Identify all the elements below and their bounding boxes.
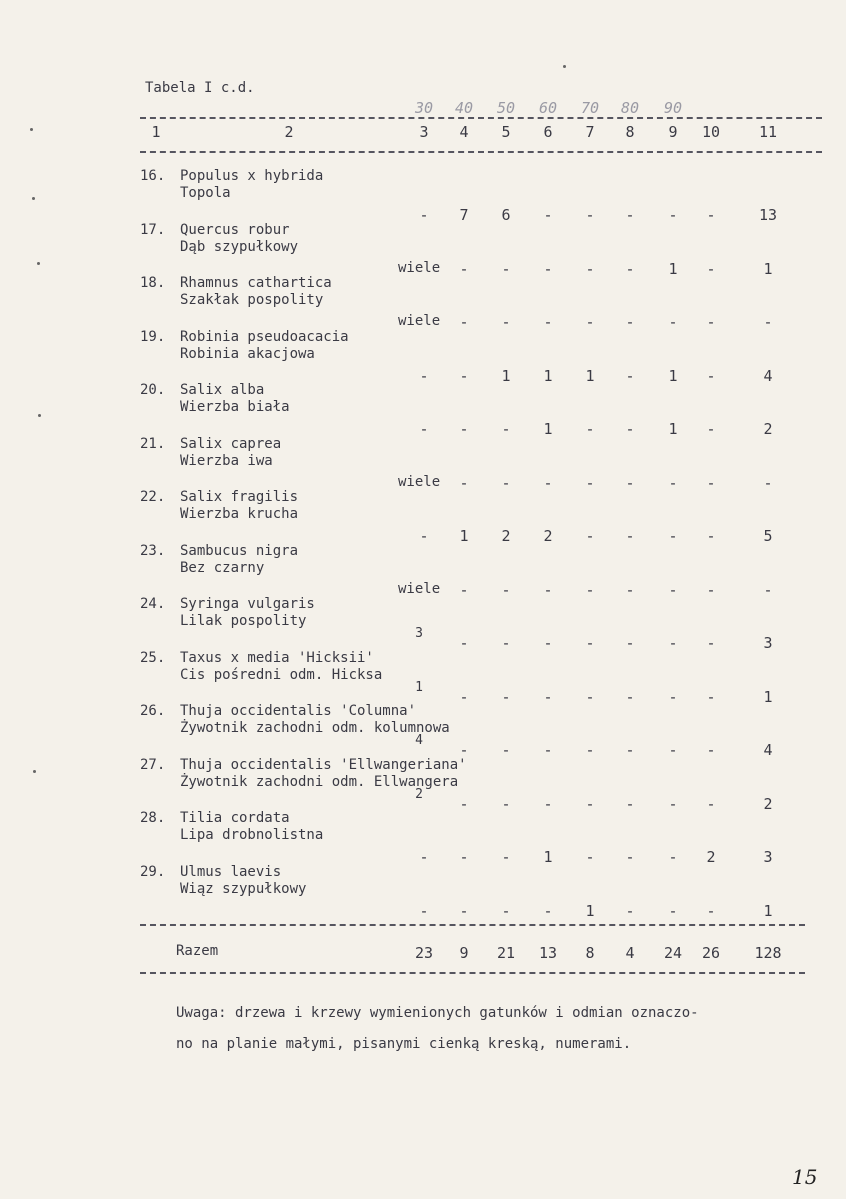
count-leading: 4 [415, 733, 423, 748]
header-cell: 3 [419, 123, 429, 141]
totals-cell: 21 [496, 944, 516, 962]
count-cell: - [585, 473, 595, 492]
count-cell: - [543, 741, 553, 759]
count-cell: - [706, 259, 716, 278]
count-cell: - [706, 473, 716, 492]
count-cell: - [459, 794, 469, 813]
count-cell: - [625, 527, 635, 545]
count-cell: 1 [543, 420, 553, 438]
count-cell: - [625, 259, 635, 278]
pencil-mark: 90 [663, 99, 683, 117]
row-total: - [763, 473, 773, 492]
count-cell: 1 [501, 366, 511, 385]
count-cell: - [625, 206, 635, 224]
count-cell: 1 [543, 848, 553, 866]
count-cell: - [706, 794, 716, 813]
header-cell: 4 [459, 123, 469, 141]
count-cell: - [706, 527, 716, 545]
count-cell: - [668, 527, 678, 545]
count-cell: - [585, 259, 595, 278]
totals-cell: 4 [625, 944, 635, 962]
count-cell: - [419, 848, 429, 866]
species-latin-name: Taxus x media 'Hicksii' [180, 649, 374, 666]
row-total: 1 [763, 901, 773, 920]
count-cell: - [501, 794, 511, 813]
count-cell: - [543, 473, 553, 492]
count-cell: - [459, 580, 469, 599]
count-cell: - [543, 794, 553, 813]
species-polish-name: Wierzba iwa [180, 452, 273, 469]
row-number: 18. [140, 275, 166, 291]
count-cell: - [585, 741, 595, 759]
totals-cell: 26 [701, 944, 721, 962]
count-cell: 1 [668, 259, 678, 278]
totals-cell: 128 [754, 944, 782, 962]
count-cell: - [585, 794, 595, 813]
count-cell: - [459, 741, 469, 759]
count-cell: 1 [585, 901, 595, 920]
pencil-mark: 70 [580, 99, 600, 117]
count-cell: - [501, 313, 511, 331]
row-total: 2 [763, 794, 773, 813]
species-latin-name: Thuja occidentalis 'Columna' [180, 703, 417, 719]
count-cell: - [543, 901, 553, 920]
species-polish-name: Wierzba krucha [180, 506, 299, 522]
row-number: 27. [140, 756, 166, 773]
count-many: wiele [398, 313, 441, 329]
row-number: 25. [140, 649, 166, 666]
row-total: 2 [763, 420, 773, 438]
row-total: 4 [763, 366, 773, 385]
count-cell: 1 [668, 420, 678, 438]
row-total: 3 [763, 634, 773, 652]
count-many: wiele [398, 580, 441, 597]
margin-speck [30, 128, 33, 131]
count-cell: 2 [543, 527, 553, 545]
count-cell: 7 [459, 206, 469, 224]
species-polish-name: Dąb szypułkowy [180, 238, 299, 255]
count-cell: - [459, 420, 469, 438]
count-cell: - [706, 580, 716, 599]
count-cell: - [585, 580, 595, 599]
count-cell: - [585, 848, 595, 866]
count-cell: - [625, 420, 635, 438]
table-top-rule [140, 117, 822, 119]
count-cell: - [585, 313, 595, 331]
count-cell: - [668, 473, 678, 492]
species-latin-name: Salix alba [180, 382, 265, 398]
note-line: Uwaga: drzewa i krzewy wymienionych gatunków i odmian oznaczo- [176, 1005, 699, 1021]
count-cell: - [706, 206, 716, 224]
pencil-mark: 60 [538, 99, 558, 117]
count-cell: - [459, 687, 469, 706]
count-many: wiele [398, 473, 441, 490]
count-cell: - [668, 794, 678, 813]
count-cell: - [459, 366, 469, 385]
pencil-mark: 40 [454, 99, 474, 117]
species-latin-name: Tilia cordata [180, 810, 290, 826]
count-cell: - [668, 687, 678, 706]
totals-cell: 13 [538, 944, 558, 962]
page-number: 15 [792, 1165, 818, 1189]
count-cell: - [543, 313, 553, 331]
count-cell: - [459, 634, 469, 652]
count-cell: - [419, 527, 429, 545]
count-cell: 1 [668, 366, 678, 385]
count-cell: - [459, 473, 469, 492]
row-number: 21. [140, 435, 166, 452]
count-cell: - [706, 366, 716, 385]
count-cell: - [585, 206, 595, 224]
count-cell: - [501, 741, 511, 759]
totals-cell: 23 [414, 944, 434, 962]
row-number: 16. [140, 168, 166, 184]
count-cell: - [625, 741, 635, 759]
count-cell: - [706, 420, 716, 438]
species-polish-name: Cis pośredni odm. Hicksa [180, 666, 383, 683]
row-number: 22. [140, 489, 166, 505]
count-cell: - [625, 473, 635, 492]
margin-speck [38, 414, 41, 417]
note-line: no na planie małymi, pisanymi cienką kreską, numerami. [176, 1036, 632, 1052]
totals-bottom-rule [140, 972, 805, 974]
count-cell: - [706, 687, 716, 706]
count-cell: - [706, 741, 716, 759]
count-cell: - [543, 259, 553, 278]
count-cell: - [625, 634, 635, 652]
count-cell: 1 [459, 527, 469, 545]
count-cell: - [625, 687, 635, 706]
species-latin-name: Salix caprea [180, 435, 282, 452]
count-cell: 1 [585, 366, 595, 385]
margin-speck [32, 197, 35, 200]
count-cell: - [585, 527, 595, 545]
row-total: 3 [763, 848, 773, 866]
count-leading: 2 [415, 786, 423, 802]
header-cell: 7 [585, 123, 595, 141]
count-cell: - [501, 420, 511, 438]
row-total: - [763, 580, 773, 599]
header-cell: 6 [543, 123, 553, 141]
count-cell: - [706, 634, 716, 652]
row-total: 1 [763, 259, 773, 278]
count-cell: - [459, 901, 469, 920]
count-cell: - [501, 634, 511, 652]
species-polish-name: Szakłak pospolity [180, 292, 324, 308]
count-cell: - [459, 313, 469, 331]
totals-label: Razem [176, 943, 219, 959]
count-cell: - [668, 901, 678, 920]
margin-speck [563, 65, 566, 68]
row-total: 5 [763, 527, 773, 545]
count-leading: 1 [415, 679, 423, 695]
count-cell: - [543, 687, 553, 706]
count-cell: - [419, 901, 429, 920]
species-latin-name: Populus x hybrida [180, 168, 324, 184]
species-latin-name: Quercus robur [180, 221, 290, 238]
count-cell: - [625, 794, 635, 813]
row-number: 24. [140, 596, 166, 612]
count-cell: 2 [706, 848, 716, 866]
pencil-mark: 30 [414, 99, 434, 117]
species-polish-name: Lilak pospolity [180, 613, 307, 629]
count-cell: - [706, 901, 716, 920]
row-number: 20. [140, 382, 166, 398]
row-total: 13 [758, 206, 778, 224]
count-cell: - [668, 741, 678, 759]
row-number: 26. [140, 703, 166, 719]
count-many: wiele [398, 259, 441, 276]
count-cell: 6 [501, 206, 511, 224]
count-cell: - [668, 580, 678, 599]
row-number: 28. [140, 810, 166, 826]
count-cell: - [625, 366, 635, 385]
header-bottom-rule [140, 151, 822, 153]
count-cell: - [625, 848, 635, 866]
row-number: 29. [140, 863, 166, 880]
count-cell: - [419, 206, 429, 224]
pencil-mark: 80 [620, 99, 640, 117]
count-cell: - [501, 259, 511, 278]
row-number: 17. [140, 221, 166, 238]
species-latin-name: Syringa vulgaris [180, 596, 315, 612]
header-cell: 9 [668, 123, 678, 141]
count-cell: - [585, 420, 595, 438]
count-cell: - [419, 366, 429, 385]
species-polish-name: Wierzba biała [180, 399, 290, 415]
species-polish-name: Robinia akacjowa [180, 345, 315, 362]
species-polish-name: Lipa drobnolistna [180, 827, 324, 843]
count-cell: - [501, 580, 511, 599]
species-latin-name: Rhamnus cathartica [180, 275, 332, 291]
margin-speck [33, 770, 36, 773]
count-cell: - [459, 848, 469, 866]
count-cell: - [501, 473, 511, 492]
header-cell: 8 [625, 123, 635, 141]
totals-top-rule [140, 924, 805, 926]
table-title: Tabela I c.d. [145, 80, 255, 96]
row-total: - [763, 313, 773, 331]
row-total: 1 [763, 687, 773, 706]
count-cell: - [501, 687, 511, 706]
count-cell: - [668, 848, 678, 866]
count-cell: - [625, 901, 635, 920]
row-number: 19. [140, 328, 166, 345]
species-latin-name: Sambucus nigra [180, 542, 299, 559]
species-polish-name: Bez czarny [180, 559, 265, 576]
count-cell: - [706, 313, 716, 331]
count-cell: - [419, 420, 429, 438]
species-polish-name: Żywotnik zachodni odm. kolumnowa [180, 720, 450, 736]
header-cell: 1 [151, 123, 161, 141]
row-total: 4 [763, 741, 773, 759]
count-cell: - [668, 634, 678, 652]
count-leading: 3 [415, 626, 423, 641]
header-cell: 2 [284, 123, 294, 141]
count-cell: - [625, 580, 635, 599]
species-latin-name: Thuja occidentalis 'Ellwangeriana' [180, 756, 467, 773]
totals-cell: 9 [459, 944, 469, 962]
totals-cell: 8 [585, 944, 595, 962]
species-latin-name: Ulmus laevis [180, 863, 282, 880]
count-cell: - [625, 313, 635, 331]
count-cell: 1 [543, 366, 553, 385]
header-cell: 11 [758, 123, 778, 141]
header-cell: 10 [701, 123, 721, 141]
header-cell: 5 [501, 123, 511, 141]
species-polish-name: Wiąz szypułkowy [180, 880, 307, 897]
count-cell: - [543, 634, 553, 652]
count-cell: - [585, 687, 595, 706]
species-latin-name: Robinia pseudoacacia [180, 328, 349, 345]
count-cell: - [459, 259, 469, 278]
margin-speck [37, 262, 40, 265]
species-polish-name: Topola [180, 185, 231, 201]
count-cell: - [543, 206, 553, 224]
count-cell: 2 [501, 527, 511, 545]
count-cell: - [501, 848, 511, 866]
count-cell: - [585, 634, 595, 652]
count-cell: - [668, 313, 678, 331]
totals-cell: 24 [663, 944, 683, 962]
count-cell: - [543, 580, 553, 599]
species-latin-name: Salix fragilis [180, 489, 299, 505]
count-cell: - [501, 901, 511, 920]
count-cell: - [668, 206, 678, 224]
note [176, 998, 699, 1060]
species-polish-name: Żywotnik zachodni odm. Ellwangera [180, 773, 459, 790]
row-number: 23. [140, 542, 166, 559]
pencil-mark: 50 [496, 99, 516, 117]
